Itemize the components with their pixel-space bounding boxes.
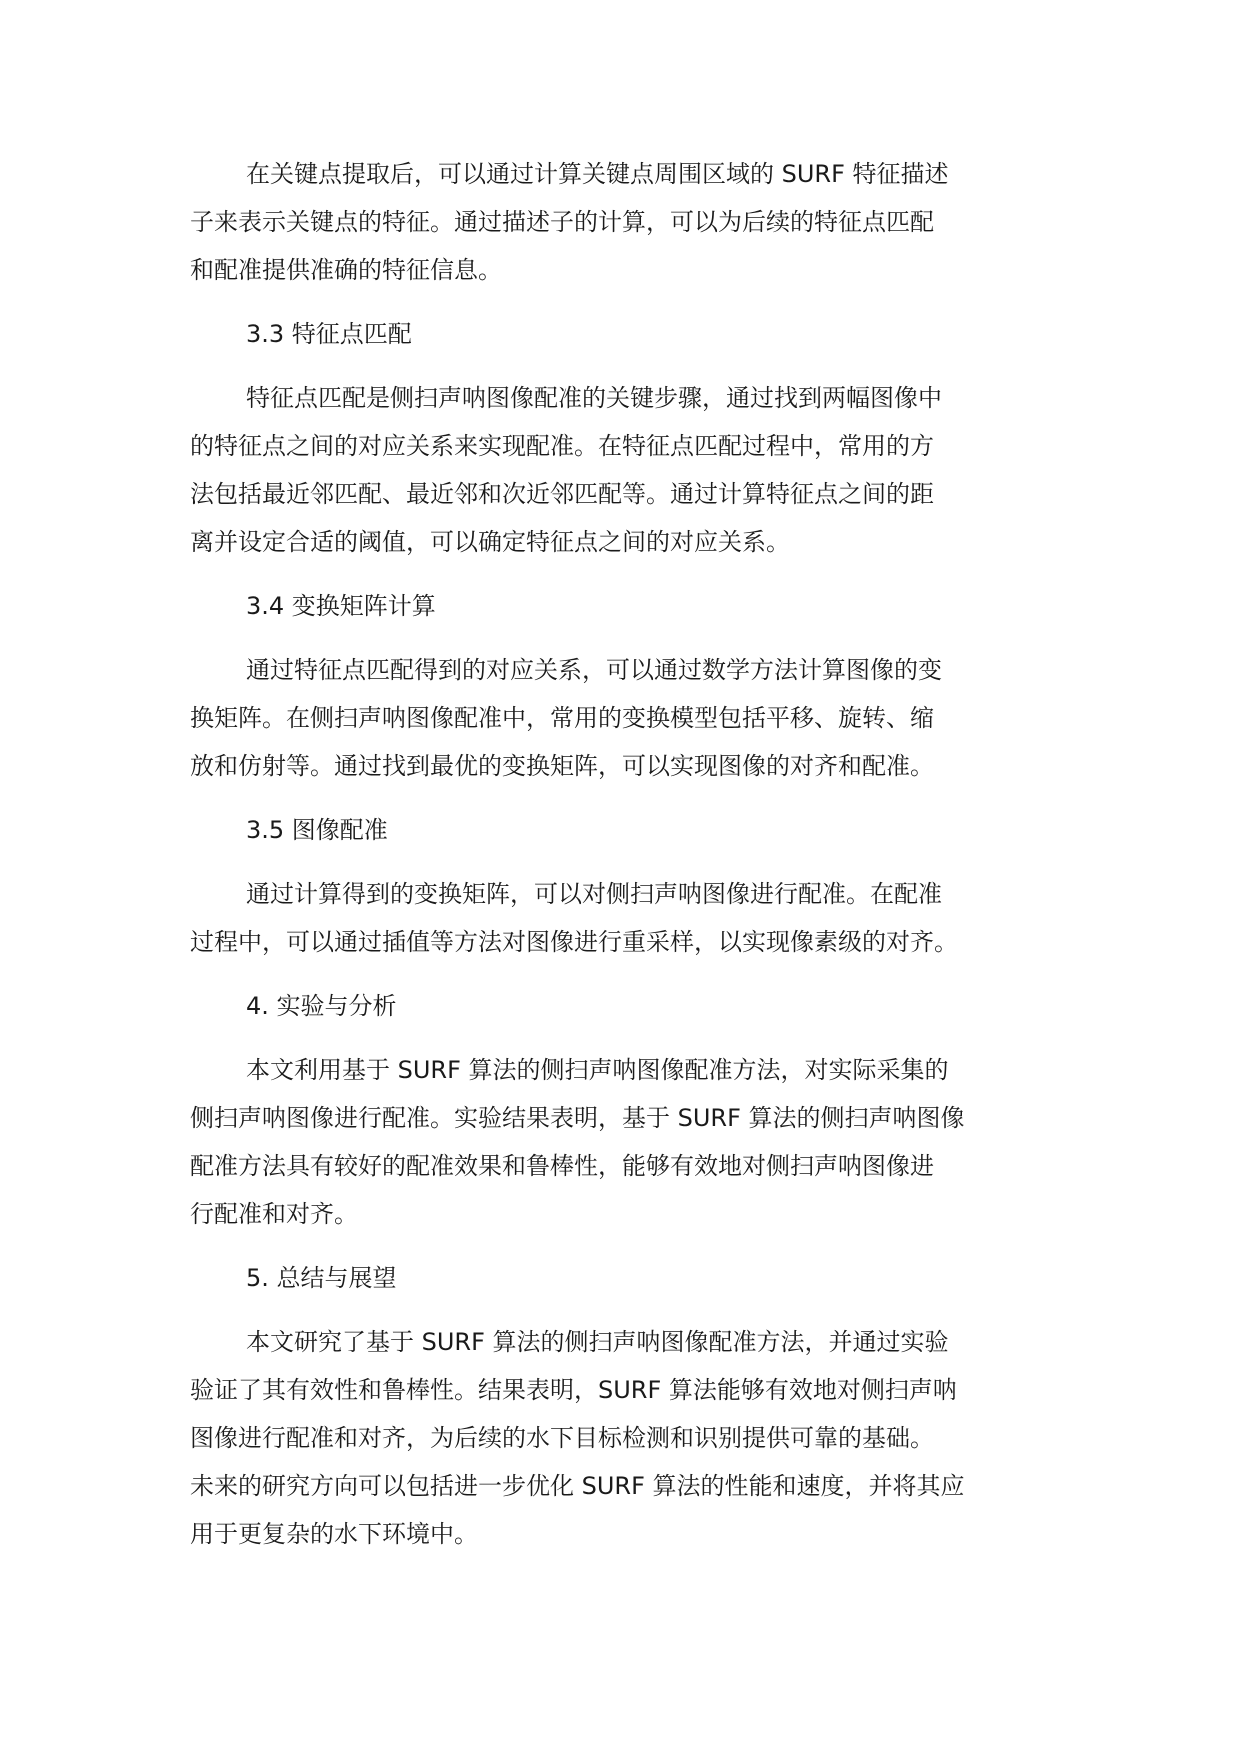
text-line: 本文研究了基于 SURF 算法的侧扫声呐图像配准方法，并通过实验 [246,1328,949,1356]
section-heading-4: 4. 实验与分析 [246,992,397,1020]
text-line: 换矩阵。在侧扫声呐图像配准中，常用的变换模型包括平移、旋转、缩 [190,704,934,732]
text-line: 未来的研究方向可以包括进一步优化 SURF 算法的性能和速度，并将其应 [190,1472,965,1500]
text-line: 侧扫声呐图像进行配准。实验结果表明，基于 SURF 算法的侧扫声呐图像 [190,1104,965,1132]
text-line: 通过计算得到的变换矩阵，可以对侧扫声呐图像进行配准。在配准 [246,880,942,908]
section-heading-5: 5. 总结与展望 [246,1264,397,1292]
text-line: 和配准提供准确的特征信息。 [190,256,502,284]
text-line: 在关键点提取后，可以通过计算关键点周围区域的 SURF 特征描述 [246,160,949,188]
section-heading-3-3: 3.3 特征点匹配 [246,320,412,348]
text-line: 图像进行配准和对齐，为后续的水下目标检测和识别提供可靠的基础。 [190,1424,934,1452]
section-heading-3-5: 3.5 图像配准 [246,816,388,844]
text-line: 子来表示关键点的特征。通过描述子的计算，可以为后续的特征点匹配 [190,208,934,236]
text-line: 配准方法具有较好的配准效果和鲁棒性，能够有效地对侧扫声呐图像进 [190,1152,934,1180]
text-line: 法包括最近邻匹配、最近邻和次近邻匹配等。通过计算特征点之间的距 [190,480,934,508]
text-line: 的特征点之间的对应关系来实现配准。在特征点匹配过程中，常用的方 [190,432,934,460]
text-line: 行配准和对齐。 [190,1200,358,1228]
text-line: 本文利用基于 SURF 算法的侧扫声呐图像配准方法，对实际采集的 [246,1056,949,1084]
text-line: 离并设定合适的阈值，可以确定特征点之间的对应关系。 [190,528,790,556]
text-line: 用于更复杂的水下环境中。 [190,1520,478,1548]
text-line: 放和仿射等。通过找到最优的变换矩阵，可以实现图像的对齐和配准。 [190,752,934,780]
text-line: 验证了其有效性和鲁棒性。结果表明，SURF 算法能够有效地对侧扫声呐 [190,1376,957,1404]
text-line: 过程中，可以通过插值等方法对图像进行重采样，以实现像素级的对齐。 [190,928,958,956]
text-line: 特征点匹配是侧扫声呐图像配准的关键步骤，通过找到两幅图像中 [246,384,942,412]
text-line: 通过特征点匹配得到的对应关系，可以通过数学方法计算图像的变 [246,656,942,684]
section-heading-3-4: 3.4 变换矩阵计算 [246,592,436,620]
